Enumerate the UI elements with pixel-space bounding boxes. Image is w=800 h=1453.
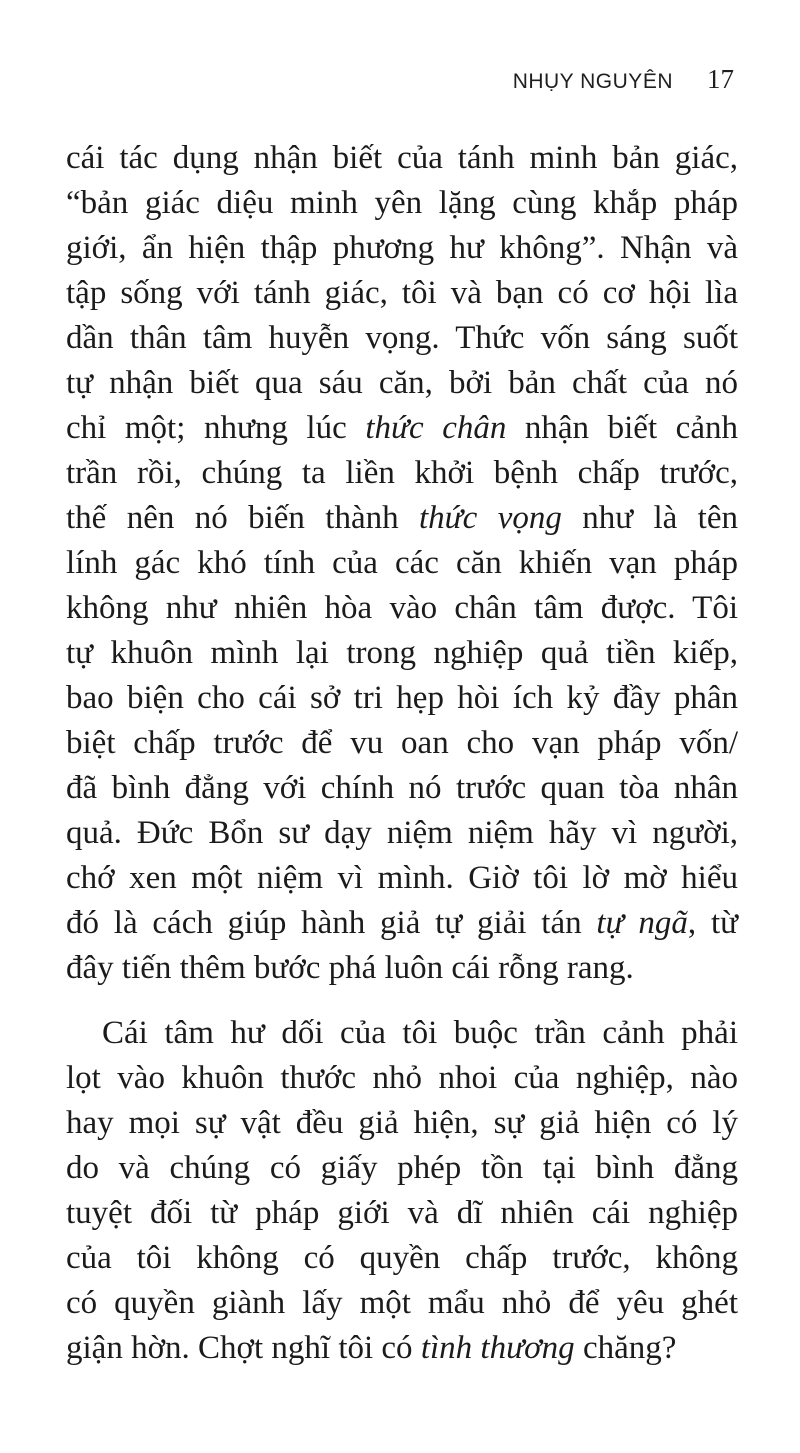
text-segment: bao biện cho cái sở tri hẹp hòi ích kỷ đầy phân [66, 680, 738, 716]
body-text [66, 136, 738, 1371]
text-segment: tuyệt đối từ pháp giới và dĩ nhiên cái nghiệp [66, 1195, 738, 1231]
text-segment: giận hờn. Chợt nghĩ tôi có [66, 1330, 421, 1366]
text-segment: như là tên [561, 500, 738, 536]
text-segment: lọt vào khuôn thước nhỏ nhoi của nghiệp, nào [66, 1060, 738, 1096]
text-line [66, 1101, 738, 1146]
text-line [66, 856, 738, 901]
text-line [66, 361, 738, 406]
text-line [66, 136, 738, 181]
text-segment: hay mọi sự vật đều giả hiện, sự giả hiện có lý [66, 1105, 738, 1141]
text-line [66, 316, 738, 361]
text-segment: thế nên nó biến thành [66, 500, 419, 536]
text-segment: nhận biết cảnh [506, 410, 738, 446]
text-segment: biệt chấp trước để vu oan cho vạn pháp vốn/ [66, 725, 738, 761]
text-line [66, 1191, 738, 1236]
text-segment: , từ [687, 905, 738, 941]
text-line [66, 586, 738, 631]
text-segment: trần rồi, chúng ta liền khởi bệnh chấp trước, [66, 455, 738, 491]
text-line [66, 1146, 738, 1191]
text-line [66, 1326, 738, 1371]
italic-phrase: tự ngã [596, 905, 688, 941]
text-line [66, 766, 738, 811]
text-line [66, 181, 738, 226]
paragraph [66, 1011, 738, 1371]
text-segment: không như nhiên hòa vào chân tâm được. Tôi [66, 590, 738, 626]
text-line [66, 811, 738, 856]
italic-phrase: tình thương [420, 1330, 575, 1366]
running-title: NHỤY NGUYÊN [512, 70, 673, 93]
text-segment: quả. Đức Bổn sư dạy niệm niệm hãy vì người, [66, 815, 738, 851]
text-line [66, 1011, 738, 1056]
text-segment: tự khuôn mình lại trong nghiệp quả tiền kiếp, [66, 635, 738, 671]
text-segment: tập sống với tánh giác, tôi và bạn có cơ hội lìa [66, 275, 738, 311]
text-line [66, 1281, 738, 1326]
text-segment: đã bình đẳng với chính nó trước quan tòa nhân [66, 770, 738, 806]
text-segment: chăng? [574, 1330, 677, 1366]
text-line [66, 406, 738, 451]
text-segment: Cái tâm hư dối của tôi buộc trần cảnh phải [102, 1015, 738, 1051]
italic-phrase: thức chân [365, 410, 507, 446]
text-segment: do và chúng có giấy phép tồn tại bình đẳng [66, 1150, 738, 1186]
text-line [66, 676, 738, 721]
text-line [66, 946, 738, 991]
text-segment: chớ xen một niệm vì mình. Giờ tôi lờ mờ hiểu [66, 860, 738, 896]
text-line [66, 1056, 738, 1101]
page-number: 17 [707, 64, 734, 94]
text-line [66, 721, 738, 766]
text-line [66, 271, 738, 316]
italic-phrase: thức vọng [419, 500, 562, 536]
text-segment: đó là cách giúp hành giả tự giải tán [66, 905, 597, 941]
text-line [66, 541, 738, 586]
text-segment: tự nhận biết qua sáu căn, bởi bản chất của nó [66, 365, 738, 401]
text-line [66, 496, 738, 541]
text-segment: có quyền giành lấy một mẩu nhỏ để yêu ghét [66, 1285, 738, 1321]
text-segment: dần thân tâm huyễn vọng. Thức vốn sáng suốt [66, 320, 738, 356]
text-segment: giới, ẩn hiện thập phương hư không”. Nhận và [66, 230, 738, 266]
text-line [66, 1236, 738, 1281]
text-segment: “bản giác diệu minh yên lặng cùng khắp pháp [66, 185, 738, 221]
text-segment: cái tác dụng nhận biết của tánh minh bản giác, [66, 140, 738, 176]
text-segment: của tôi không có quyền chấp trước, không [66, 1240, 738, 1276]
text-segment: lính gác khó tính của các căn khiến vạn pháp [66, 545, 738, 581]
text-line [66, 226, 738, 271]
running-header [513, 64, 734, 95]
text-segment: đây tiến thêm bước phá luôn cái rỗng rang. [66, 950, 634, 986]
paragraph [66, 136, 738, 991]
text-line [66, 901, 738, 946]
text-line [66, 631, 738, 676]
text-line [66, 451, 738, 496]
text-segment: chỉ một; nhưng lúc [66, 410, 366, 446]
